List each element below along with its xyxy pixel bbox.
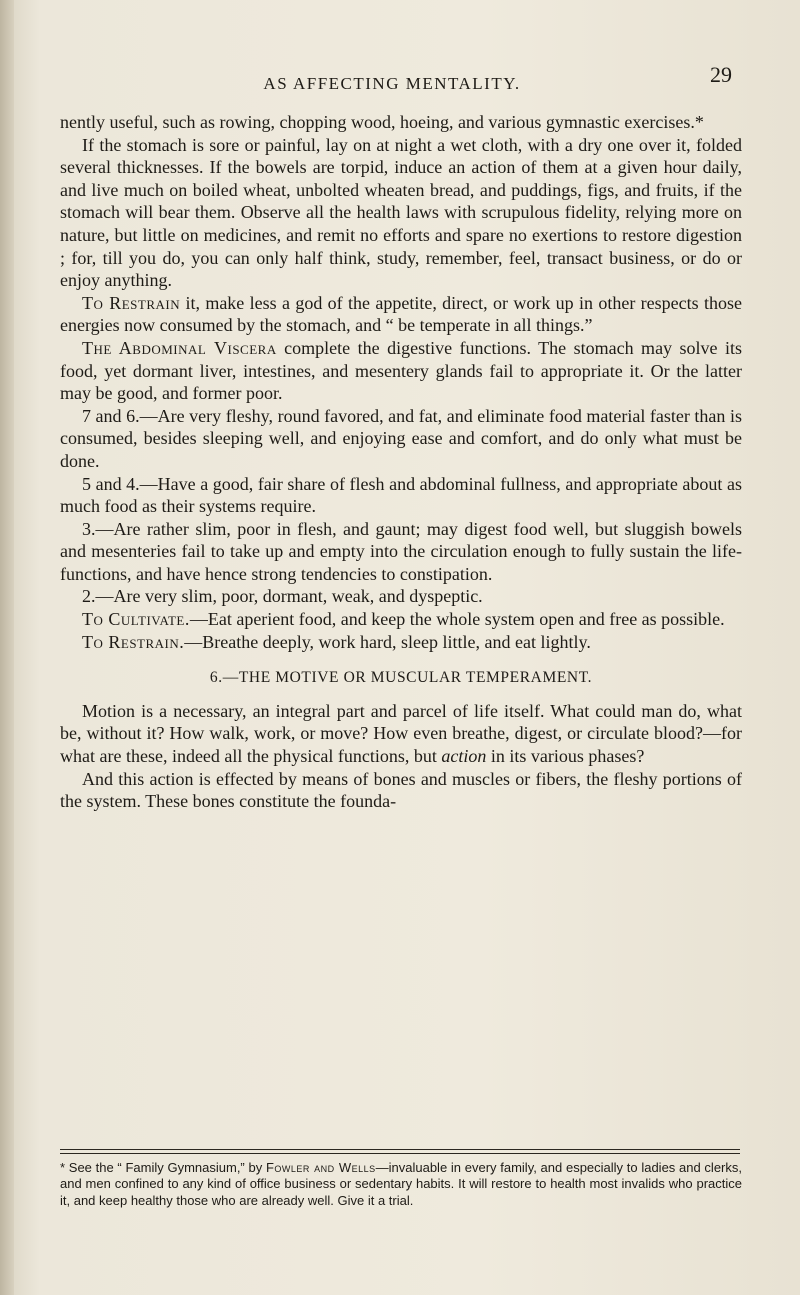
run-in-label: To Cultivate. xyxy=(82,609,190,630)
paragraph: 3.—Are rather slim, poor in flesh, and gaunt; may digest food well, but sluggish bowels and mesenteries fail to take up and empty into the circulation enough to fully sustain the life-functions, and have hence strong tendencies to constipation. xyxy=(60,518,742,584)
paragraph-text: —Breathe deeply, work hard, sleep little, and eat lightly. xyxy=(184,631,591,652)
paragraph xyxy=(60,292,742,337)
body-text xyxy=(60,111,742,813)
section-heading: 6.—THE MOTIVE OR MUSCULAR TEMPERAMENT. xyxy=(209,669,593,687)
emphasis: action xyxy=(441,746,487,767)
paragraph xyxy=(60,631,742,654)
paragraph xyxy=(60,700,742,768)
run-in-label: To Restrain. xyxy=(82,631,185,652)
paragraph xyxy=(60,608,742,631)
paragraph-text: complete the digestive functions. The stomach may solve its food, yet dormant liver, intestines, and mesentery glands fail to appropriate it. Or the latter may be good, and former poor. xyxy=(60,337,742,404)
paragraph: And this action is effected by means of bones and muscles or fibers, the fleshy portions of the system. These bones constitute the founda- xyxy=(60,768,742,812)
footnote-text: —invaluable in every family, and especially to ladies and clerks, and men confined to any kind of office business or sedentary habits. It will restore to health most invalids who practice it, and keep healthy those who are already well. Give it a trial. xyxy=(60,1160,742,1208)
paragraph: nently useful, such as rowing, chopping wood, hoeing, and various gymnastic exercises.* xyxy=(60,112,704,132)
paragraph-text: Motion is a necessary, an integral part and parcel of life itself. What could man do, what be, without it? How walk, work, or move? How even breathe, digest, or circulate blood?—for what are these, indeed all the physical functions, but xyxy=(60,700,742,767)
paragraph-text: in its various phases? xyxy=(486,746,645,767)
paragraph: 2.—Are very slim, poor, dormant, weak, and dyspeptic. xyxy=(82,586,483,607)
paragraph: 5 and 4.—Have a good, fair share of flesh and abdominal fullness, and appropriate about as much food as their systems require. xyxy=(60,473,742,517)
footnote-rule xyxy=(60,1153,740,1154)
page-number: 29 xyxy=(710,62,732,87)
footnote-lead: * See the “ Family Gymnasium,” by xyxy=(60,1160,266,1175)
paragraph: If the stomach is sore or painful, lay on at night a wet cloth, with a dry one over it, folded several thicknesses. If the bowels are torpid, induce an action of them at a given hour daily, and live much on boiled wheat, unbolted wheaten bread, and puddings, figs, and fruits, if the stomach will bear them. Observe all the health laws with scrupulous fidelity, relying more on nature, but little on medicines, and remit no efforts and spare no exertions to restore digestion ; for, till you do, you can only half think, study, remember, feel, transact business, or do or enjoy anything. xyxy=(60,134,742,291)
footnote-publisher: Fowler and Wells xyxy=(265,1160,376,1175)
run-in-label: To Restrain xyxy=(82,292,181,313)
footnote-rule xyxy=(60,1149,740,1150)
running-head xyxy=(262,62,732,94)
running-head-title: AS AFFECTING MENTALITY. xyxy=(263,74,521,93)
paragraph-text: it, make less a god of the appetite, direct, or work up in other respects those energies now consumed by the stomach, and “ be temperate in all things.” xyxy=(60,292,742,336)
paragraph xyxy=(60,337,742,405)
binding-edge xyxy=(0,0,14,1295)
paragraph-text: —Eat aperient food, and keep the whole system open and free as possible. xyxy=(189,609,725,630)
footnote xyxy=(60,1160,742,1209)
run-in-label: The Abdominal Viscera xyxy=(82,337,277,358)
paragraph: 7 and 6.—Are very fleshy, round favored, and fat, and eliminate food material faster than is consumed, besides sleeping well, and enjoying ease and comfort, and do only what must be done. xyxy=(60,405,742,471)
